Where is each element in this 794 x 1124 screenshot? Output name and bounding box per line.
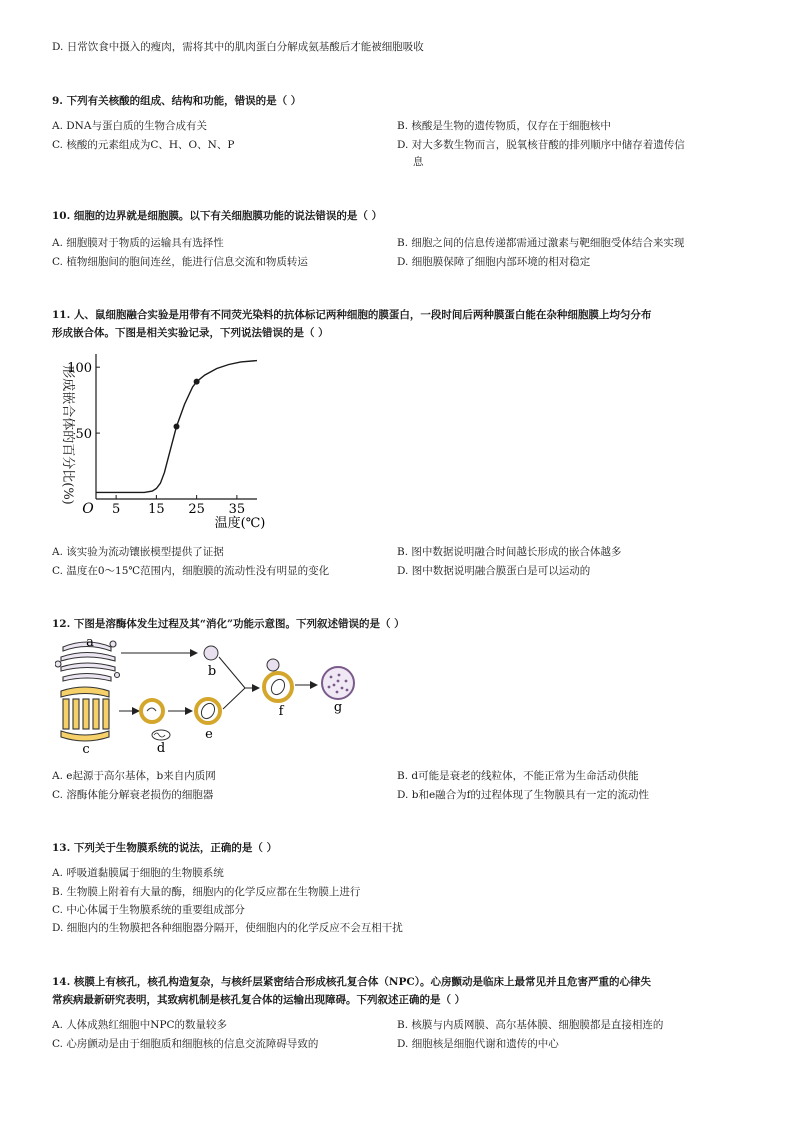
label-e: e xyxy=(205,727,213,742)
q11-option-c: C. 温度在0～15℃范围内，细胞膜的流动性没有明显的变化 xyxy=(52,565,330,577)
chart-x-axis-label: 温度(℃) xyxy=(214,516,266,531)
q14-option-a: A. 人体成熟红细胞中NPC的数量较多 xyxy=(52,1019,228,1031)
q9-option-b: B. 核酸是生物的遗传物质，仅存在于细胞核中 xyxy=(397,120,611,132)
q10-option-c: C. 植物细胞间的胞间连丝，能进行信息交流和物质转运 xyxy=(52,256,308,268)
q9-stem: 9. 下列有关核酸的组成、结构和功能，错误的是（ ） xyxy=(52,95,302,107)
q14-stem-line1: 14. 核膜上有核孔，核孔构造复杂，与核纤层紧密结合形成核孔复合体（NPC）。心房颤动是临床上最常见并且危害严重的心律失 xyxy=(52,976,652,988)
label-g: g xyxy=(333,700,343,715)
q12-option-c: C. 溶酶体能分解衰老损伤的细胞器 xyxy=(52,789,214,801)
q14-option-c: C. 心房颤动是由于细胞质和细胞核的信息交流障碍导致的 xyxy=(52,1038,319,1050)
q11-option-b: B. 图中数据说明融合时间越长形成的嵌合体越多 xyxy=(397,546,622,558)
q14-option-b: B. 核膜与内质网膜、高尔基体膜、细胞膜都是直接相连的 xyxy=(397,1019,664,1031)
vesicle-b xyxy=(204,646,218,660)
q12-option-a: A. e起源于高尔基体，b来自内质网 xyxy=(52,770,216,782)
q12-option-d: D. b和e融合为f的过程体现了生物膜具有一定的流动性 xyxy=(397,789,650,801)
chart-data-point xyxy=(194,379,200,385)
q14-stem-line2: 常疾病最新研究表明，其致病机制是核孔复合体的运输出现障碍。下列叙述正确的是（ ） xyxy=(52,994,466,1006)
autophagosome-forming xyxy=(141,700,163,722)
q13-option-d: D. 细胞内的生物膜把各种细胞器分隔开，使细胞内的化学反应不会互相干扰 xyxy=(52,922,403,934)
residual-body-g xyxy=(322,667,354,699)
q8-option-d: D. 日常饮食中摄入的瘦肉，需将其中的肌肉蛋白分解成氨基酸后才能被细胞吸收 xyxy=(52,41,424,53)
q9-option-d-continued: 息 xyxy=(413,156,424,168)
q11-option-a: A. 该实验为流动镶嵌模型提供了证据 xyxy=(52,546,224,558)
chart-x-tick-label: 15 xyxy=(148,502,165,517)
label-f: f xyxy=(278,704,284,719)
q12-stem: 12. 下图是溶酶体发生过程及其“消化”功能示意图。下列叙述错误的是（ ） xyxy=(52,618,405,630)
label-b: b xyxy=(207,664,217,679)
label-d: d xyxy=(156,741,166,756)
q11-option-d: D. 图中数据说明融合膜蛋白是可以运动的 xyxy=(397,565,591,577)
chart-y-tick-label: 50 xyxy=(75,427,92,443)
q12-option-b: B. d可能是衰老的线粒体，不能正常为生命活动供能 xyxy=(397,770,639,782)
chart-x-tick-label: 25 xyxy=(188,502,205,517)
q9-option-c: C. 核酸的元素组成为C、H、O、N、P xyxy=(52,139,235,151)
q11-stem-line1: 11. 人、鼠细胞融合实验是用带有不同荧光染料的抗体标记两种细胞的膜蛋白，一段时间后两种膜蛋白能在杂种细胞膜上均匀分布 xyxy=(52,309,652,321)
q13-option-a: A. 呼吸道黏膜属于细胞的生物膜系统 xyxy=(52,867,224,879)
q10-option-b: B. 细胞之间的信息传递都需通过激素与靶细胞受体结合来实现 xyxy=(397,237,685,249)
chart-data-point xyxy=(174,424,180,430)
q11-chart xyxy=(52,350,282,535)
chart-y-axis-label: 形成嵌合体的百分比(%) xyxy=(60,365,75,505)
q13-stem: 13. 下列关于生物膜系统的说法，正确的是（ ） xyxy=(52,842,278,854)
mitochondrion-d xyxy=(152,730,170,740)
chart-y-tick-label: 100 xyxy=(67,361,92,377)
q13-option-c: C. 中心体属于生物膜系统的重要组成部分 xyxy=(52,904,245,916)
q9-option-a: A. DNA与蛋白质的生物合成有关 xyxy=(52,120,207,132)
chart-x-tick-label: 35 xyxy=(228,502,246,517)
lysosome-diagram xyxy=(55,635,365,757)
q11-stem-line2: 形成嵌合体。下图是相关实验记录，下列说法错误的是（ ） xyxy=(52,327,329,339)
q9-option-d: D. 对大多数生物而言，脱氧核苷酸的排列顺序中储存着遗传信 xyxy=(397,139,685,151)
q10-option-d: D. 细胞膜保障了细胞内部环境的相对稳定 xyxy=(397,256,591,268)
q10-stem: 10. 细胞的边界就是细胞膜。以下有关细胞膜功能的说法错误的是（ ） xyxy=(52,210,383,222)
q10-option-a: A. 细胞膜对于物质的运输具有选择性 xyxy=(52,237,224,249)
endoplasmic-reticulum-c xyxy=(61,687,109,741)
label-c: c xyxy=(82,742,90,757)
chart-origin-label: O xyxy=(82,501,94,517)
chart-x-tick-label: 5 xyxy=(111,502,121,517)
label-a: a xyxy=(86,635,94,650)
q13-option-b: B. 生物膜上附着有大量的酶，细胞内的化学反应都在生物膜上进行 xyxy=(52,886,361,898)
q14-option-d: D. 细胞核是细胞代谢和遗传的中心 xyxy=(397,1038,559,1050)
